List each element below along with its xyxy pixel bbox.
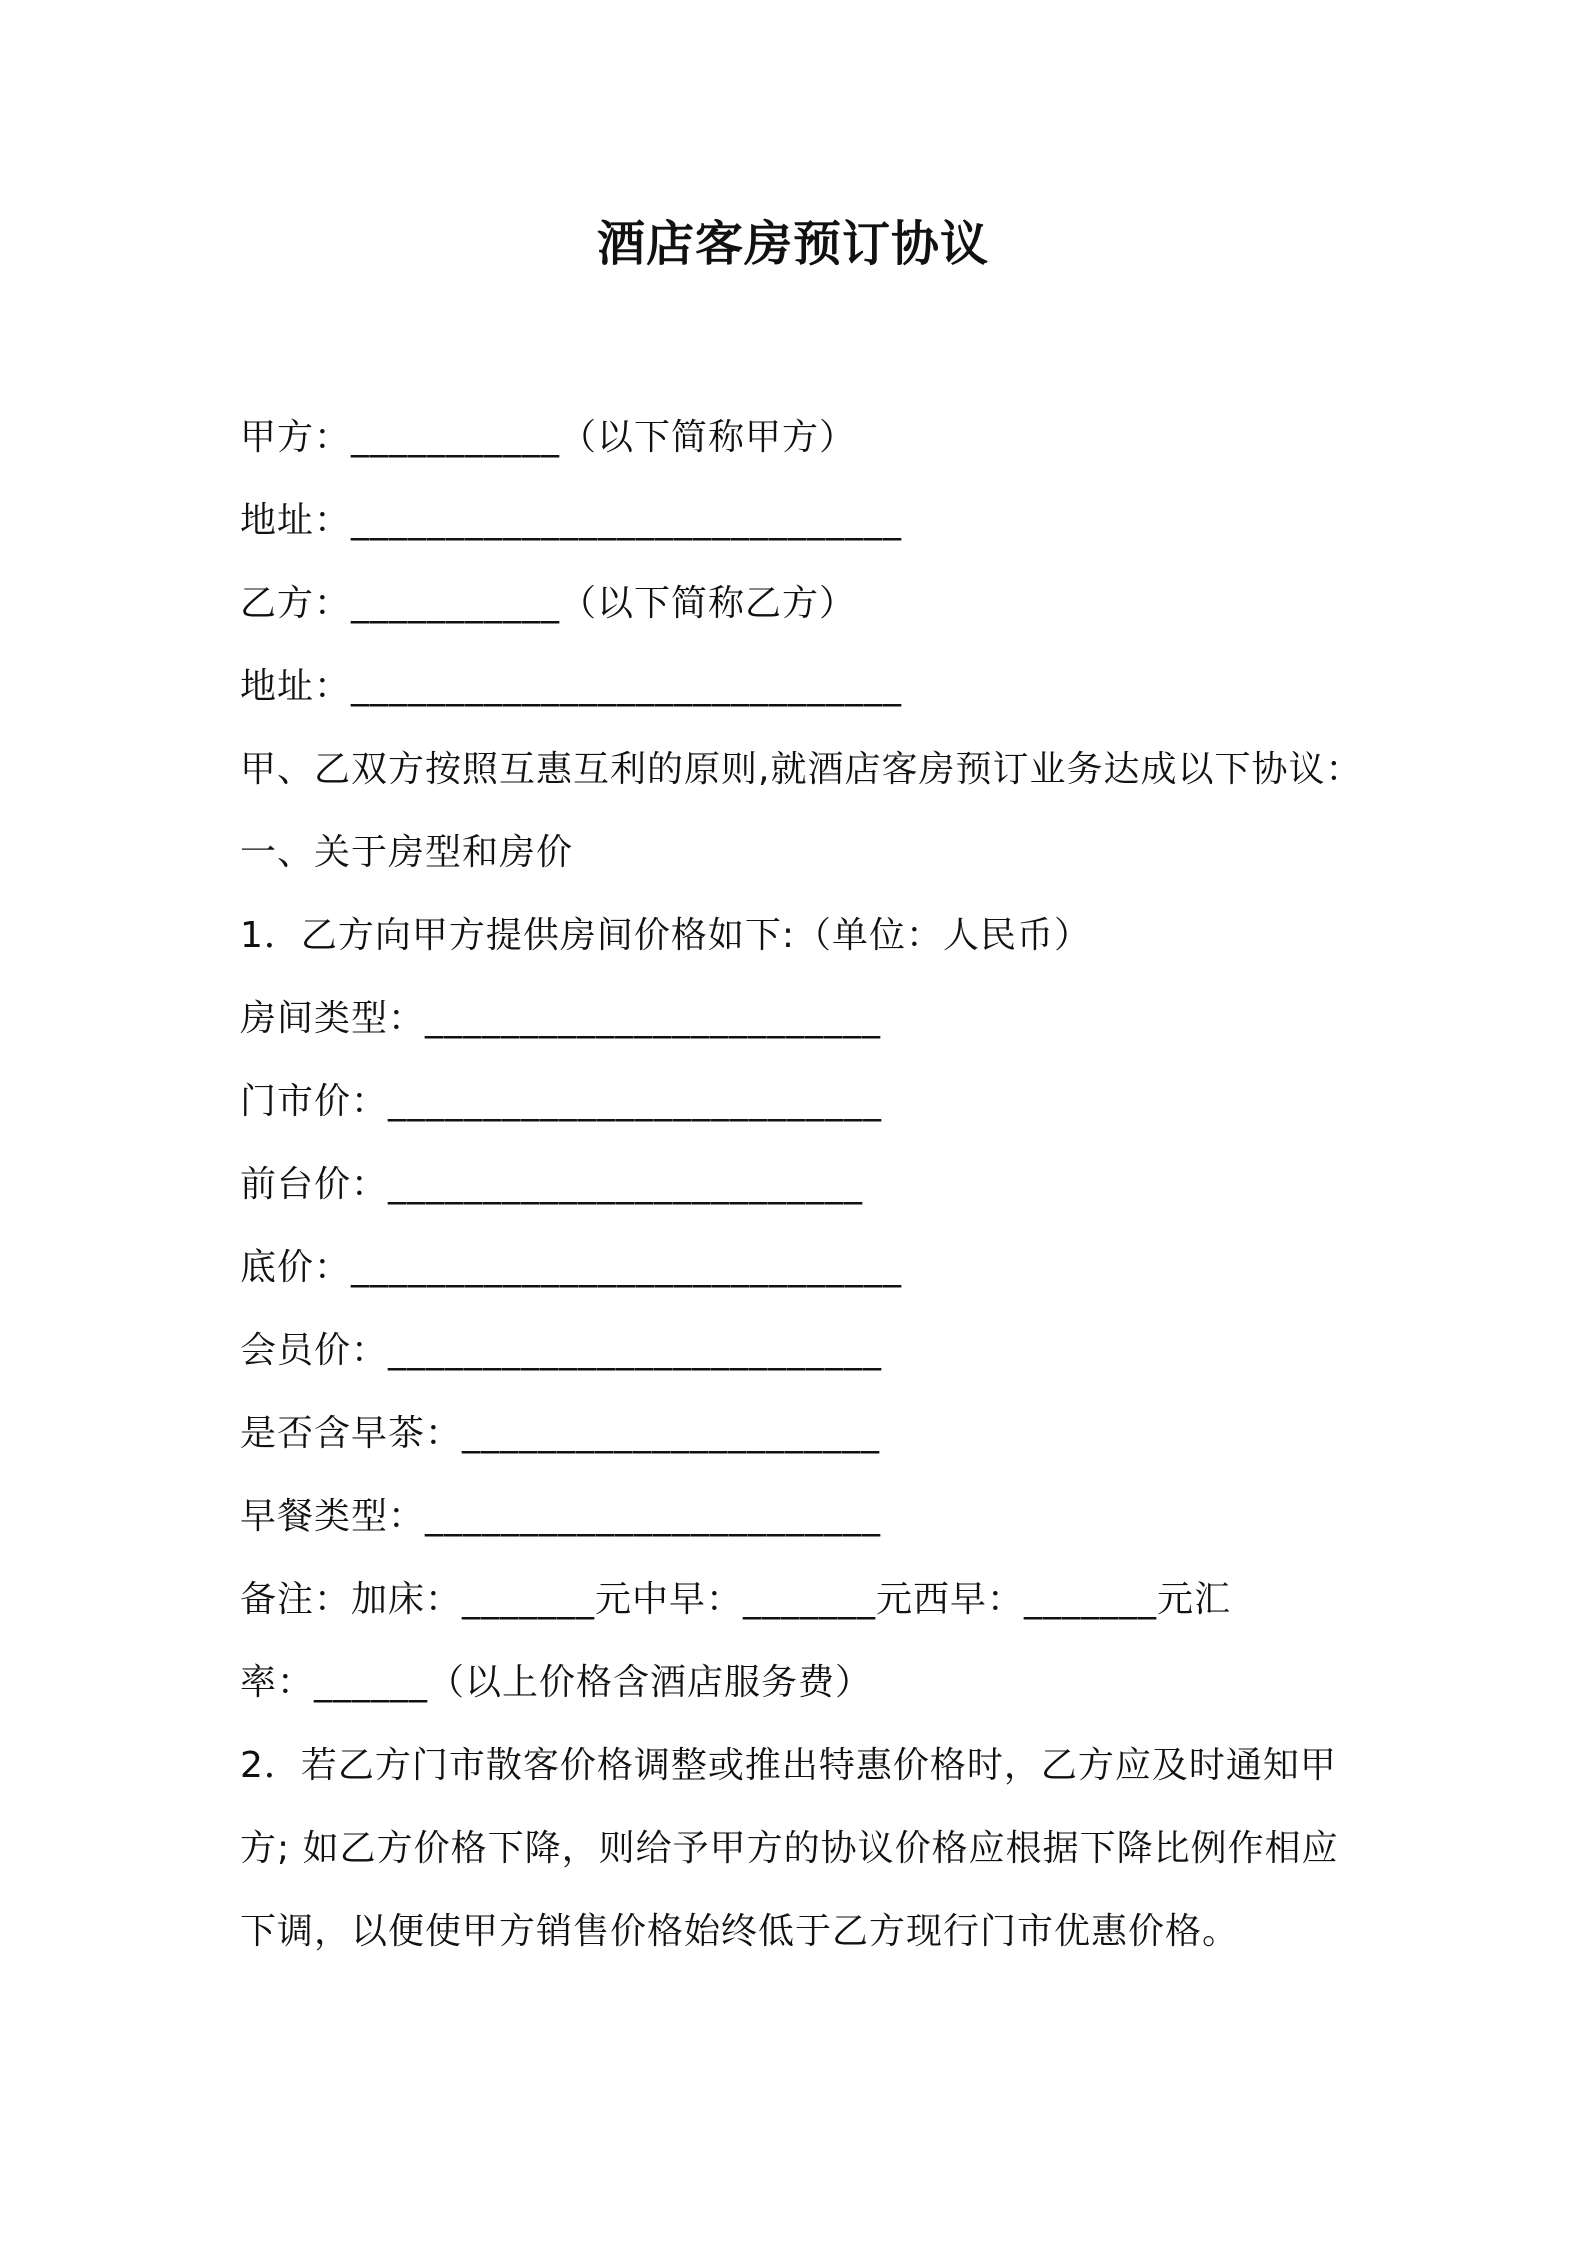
front-desk-rate-line: 前台价：_________________________	[240, 1164, 864, 1205]
breakfast-type-line: 早餐类型：________________________	[240, 1496, 882, 1537]
party-b-line: 乙方：___________（以下简称乙方）	[240, 583, 857, 624]
party-a-address-line: 地址：_____________________________	[240, 500, 903, 541]
section-heading-room-price: 一、关于房型和房价	[240, 832, 574, 873]
clause-2-line-2: 方; 如乙方价格下降，则给予甲方的协议价格应根据下降比例作相应	[240, 1828, 1339, 1869]
room-type-line: 房间类型：________________________	[240, 998, 882, 1039]
floor-price-line: 底价：_____________________________	[240, 1247, 903, 1288]
rack-rate-line: 门市价：__________________________	[240, 1081, 883, 1122]
agreement-intro: 甲、乙双方按照互惠互利的原则,就酒店客房预订业务达成以下协议：	[240, 749, 1363, 790]
exchange-rate-line: 率：______（以上价格含酒店服务费）	[240, 1662, 873, 1703]
document-title: 酒店客房预订协议	[596, 216, 989, 272]
clause-2-line-1: 2．若乙方门市散客价格调整或推出特惠价格时，乙方应及时通知甲	[240, 1745, 1337, 1786]
party-b-address-line: 地址：_____________________________	[240, 666, 903, 707]
member-rate-line: 会员价：__________________________	[240, 1330, 883, 1371]
remarks-line: 备注：加床：_______元中早：_______元西早：_______元汇	[240, 1579, 1232, 1620]
clause-1-intro: 1．乙方向甲方提供房间价格如下:（单位：人民币）	[240, 915, 1092, 956]
clause-2-line-3: 下调，以便使甲方销售价格始终低于乙方现行门市优惠价格。	[240, 1911, 1240, 1952]
breakfast-included-line: 是否含早茶：______________________	[240, 1413, 881, 1454]
party-a-line: 甲方：___________（以下简称甲方）	[240, 417, 857, 458]
